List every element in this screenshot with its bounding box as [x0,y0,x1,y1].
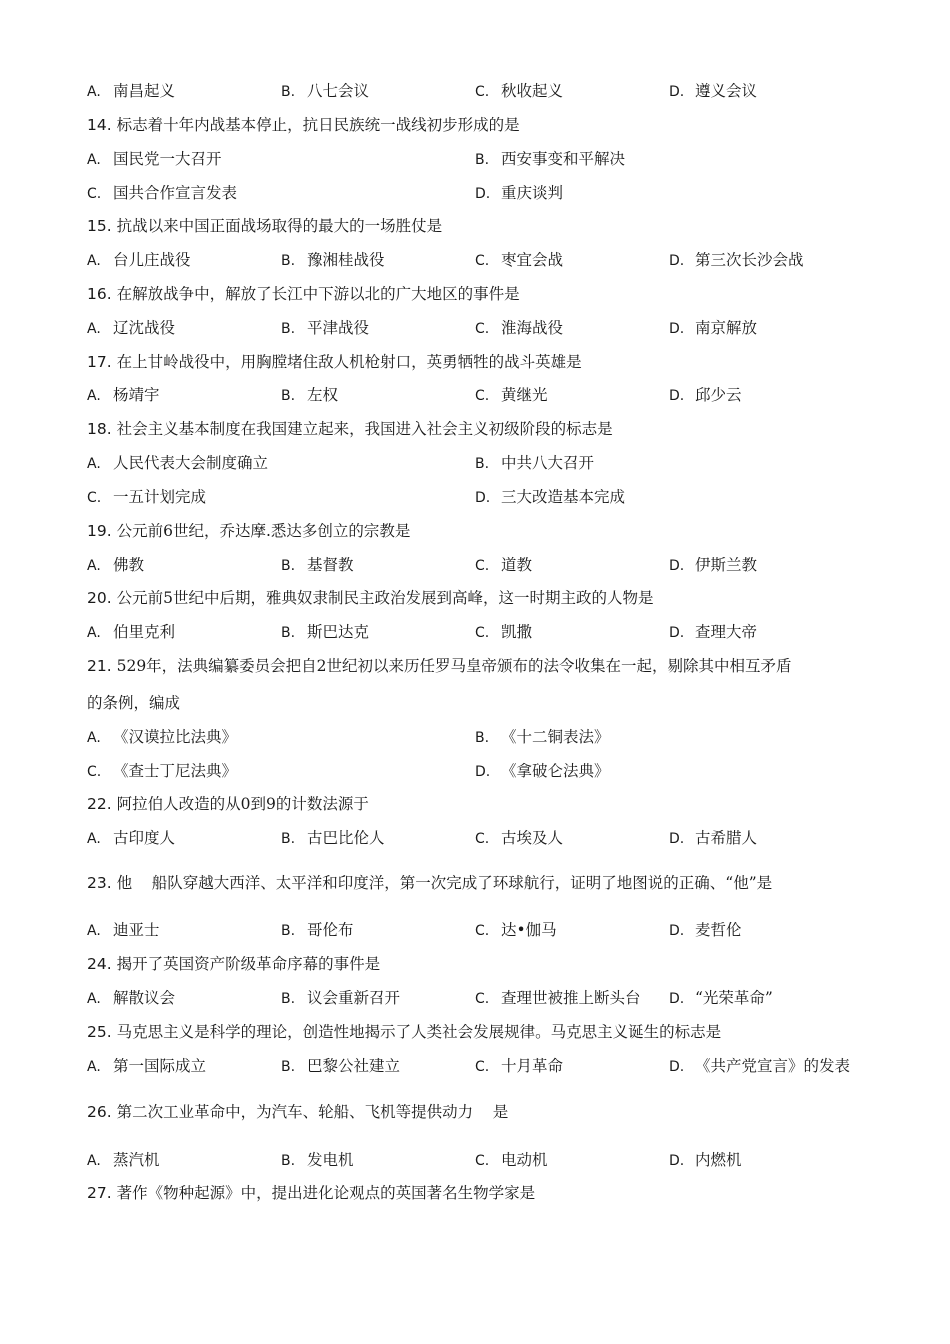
option-d: D. 伊斯兰教 [669,556,758,574]
question-stem-15: 15. 抗战以来中国正面战场取得的最大的一场胜仗是 [87,217,443,235]
option-c: C. 查理世被推上断头台 [475,989,641,1007]
options-row-q16 [0,316,950,340]
options-row-q26 [0,1148,950,1172]
option-b: B. 《十二铜表法》 [475,728,610,746]
option-a: A. 南昌起义 [87,82,176,100]
question-stem-21-cont: 的条例，编成 [87,694,181,712]
options-row-q13 [0,79,950,103]
question-stem-23: 23. 他 船队穿越大西洋、太平洋和印度洋，第一次完成了环球航行，证明了地图说的正确、“他”是 [87,874,773,892]
option-d: D. 三大改造基本完成 [475,488,626,506]
option-a: A. 杨靖宇 [87,386,160,404]
option-a: A. 《汉谟拉比法典》 [87,728,238,746]
question-stem-24: 24. 揭开了英国资产阶级革命序幕的事件是 [87,955,381,973]
option-a: A. 国民党一大召开 [87,150,222,168]
options-row-q21-1 [0,725,950,749]
options-row-q22 [0,826,950,850]
options-row-q14-1 [0,147,950,171]
options-row-q18-1 [0,451,950,475]
options-row-q19 [0,553,950,577]
options-row-q24 [0,986,950,1010]
option-b: B. 平津战役 [281,319,370,337]
option-b: B. 议会重新召开 [281,989,401,1007]
option-b: B. 古巴比伦人 [281,829,385,847]
question-stem-17: 17. 在上甘岭战役中，用胸膛堵住敌人机枪射口，英勇牺牲的战斗英雄是 [87,353,582,371]
option-a: A. 古印度人 [87,829,176,847]
option-d: D. 《拿破仑法典》 [475,762,610,780]
options-row-q17 [0,383,950,407]
option-c: C. 古埃及人 [475,829,564,847]
option-d: D. 遵义会议 [669,82,758,100]
option-d: D. 邱少云 [669,386,742,404]
option-c: C. 国共合作宣言发表 [87,184,238,202]
option-a: A. 佛教 [87,556,145,574]
option-d: D. 内燃机 [669,1151,742,1169]
option-b: B. 发电机 [281,1151,354,1169]
option-c: C. 《查士丁尼法典》 [87,762,238,780]
option-b: B. 斯巴达克 [281,623,370,641]
option-b: B. 左权 [281,386,339,404]
option-c: C. 一五计划完成 [87,488,207,506]
question-stem-14: 14. 标志着十年内战基本停止，抗日民族统一战线初步形成的是 [87,116,520,134]
option-c: C. 电动机 [475,1151,548,1169]
option-b: B. 中共八大召开 [475,454,595,472]
question-stem-20: 20. 公元前5世纪中后期，雅典奴隶制民主政治发展到高峰，这一时期主政的人物是 [87,589,654,607]
option-d: D. 第三次长沙会战 [669,251,804,269]
option-b: B. 基督教 [281,556,354,574]
option-a: A. 迪亚士 [87,921,160,939]
option-a: A. 解散议会 [87,989,176,1007]
option-d: D. 重庆谈判 [475,184,564,202]
option-c: C. 凯撒 [475,623,533,641]
question-stem-25: 25. 马克思主义是科学的理论，创造性地揭示了人类社会发展规律。马克思主义诞生的标志是 [87,1023,722,1041]
option-b: B. 八七会议 [281,82,370,100]
option-a: A. 台儿庄战役 [87,251,191,269]
option-d: D. 古希腊人 [669,829,758,847]
option-a: A. 人民代表大会制度确立 [87,454,269,472]
option-c: C. 淮海战役 [475,319,564,337]
option-c: C. 黄继光 [475,386,548,404]
option-c: C. 道教 [475,556,533,574]
options-row-q21-2 [0,759,950,783]
option-d: D. 查理大帝 [669,623,758,641]
options-row-q25 [0,1054,950,1078]
option-b: B. 巴黎公社建立 [281,1057,401,1075]
options-row-q15 [0,248,950,272]
options-row-q14-2 [0,181,950,205]
question-stem-18: 18. 社会主义基本制度在我国建立起来，我国进入社会主义初级阶段的标志是 [87,420,613,438]
option-d: D. 《共产党宣言》的发表 [669,1057,851,1075]
option-d: D. 麦哲伦 [669,921,742,939]
question-stem-22: 22. 阿拉伯人改造的从0到9的计数法源于 [87,795,369,813]
option-c: C. 枣宜会战 [475,251,564,269]
option-c: C. 秋收起义 [475,82,564,100]
question-stem-21: 21. 529年，法典编纂委员会把自2世纪初以来历任罗马皇帝颁布的法令收集在一起，剔除其中相互矛盾 [87,657,792,675]
option-d: D. 南京解放 [669,319,758,337]
option-a: A. 辽沈战役 [87,319,176,337]
question-stem-16: 16. 在解放战争中，解放了长江中下游以北的广大地区的事件是 [87,285,520,303]
option-a: A. 蒸汽机 [87,1151,160,1169]
question-stem-27: 27. 著作《物种起源》中，提出进化论观点的英国著名生物学家是 [87,1184,536,1202]
option-b: B. 西安事变和平解决 [475,150,626,168]
option-b: B. 豫湘桂战役 [281,251,385,269]
option-d: D. “光荣革命” [669,989,773,1007]
option-c: C. 十月革命 [475,1057,564,1075]
question-stem-19: 19. 公元前6世纪，乔达摩.悉达多创立的宗教是 [87,522,411,540]
option-a: A. 第一国际成立 [87,1057,207,1075]
option-c: C. 达•伽马 [475,921,557,939]
option-b: B. 哥伦布 [281,921,354,939]
options-row-q18-2 [0,485,950,509]
options-row-q20 [0,620,950,644]
question-stem-26: 26. 第二次工业革命中，为汽车、轮船、飞机等提供动力 是 [87,1103,509,1121]
option-a: A. 伯里克利 [87,623,176,641]
options-row-q23 [0,918,950,942]
